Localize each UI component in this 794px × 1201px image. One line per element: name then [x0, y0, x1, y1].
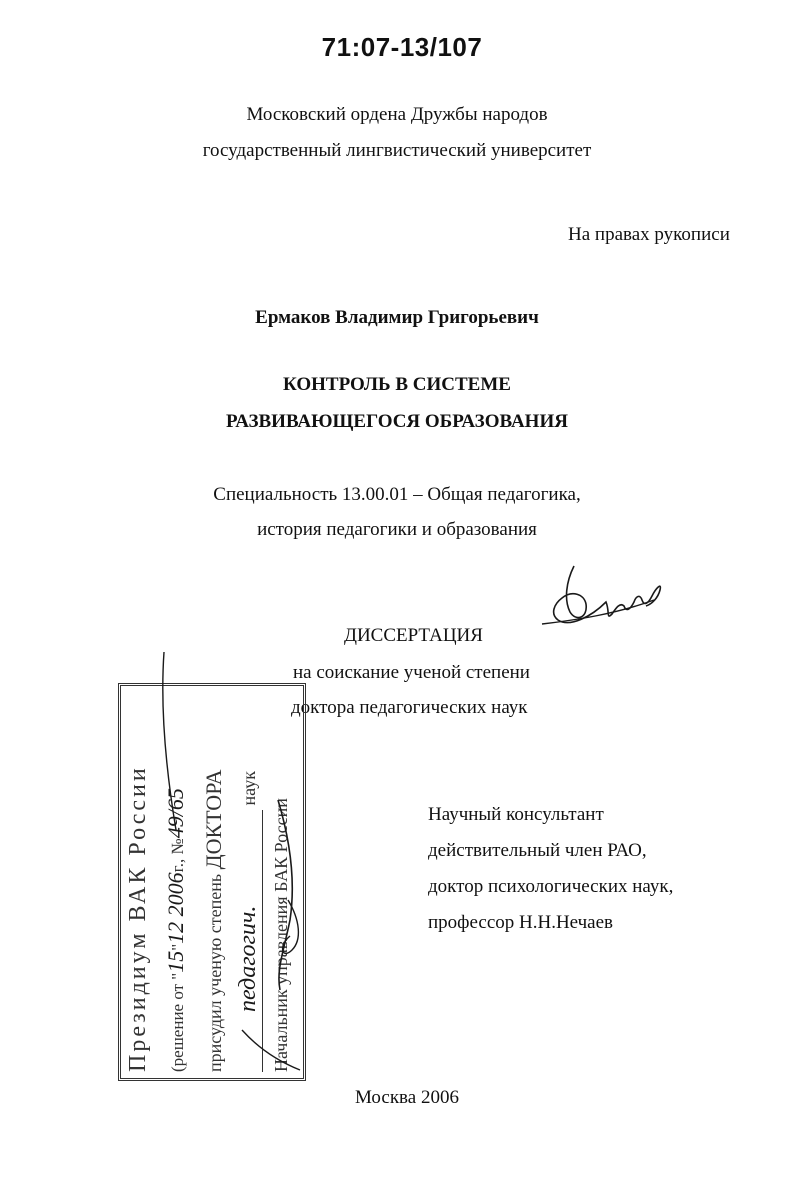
author-name: Ермаков Владимир Григорьевич [255, 307, 539, 328]
specialty-line-1: Специальность 13.00.01 – Общая педагогика, [213, 484, 581, 505]
stamp-degree: ДОКТОРА [201, 769, 226, 870]
stamp-line-5: Начальник управления БАК России [271, 798, 291, 1072]
degree-line-2: доктора педагогических наук [291, 697, 528, 718]
stamp-science-suffix: наук [239, 771, 259, 806]
title-line-2: РАЗВИВАЮЩЕГОСЯ ОБРАЗОВАНИЯ [226, 411, 568, 432]
title-line-1: КОНТРОЛЬ В СИСТЕМЕ [283, 374, 511, 395]
consultant-line-3: доктор психологических наук, [428, 876, 674, 897]
consultant-line-2: действительный член РАО, [428, 840, 647, 861]
city-year: Москва 2006 [355, 1087, 459, 1108]
stamp-decision-suffix: г., № [168, 838, 187, 873]
consultant-line-1: Научный консультант [428, 804, 604, 825]
rights-note: На правах рукописи [568, 224, 730, 245]
specialty-line-2: история педагогики и образования [257, 519, 537, 540]
stamp-decision-day: 15 [163, 950, 188, 973]
stamp-decision-mid: " [168, 943, 187, 951]
stamp-science-field: педагогич. [235, 810, 263, 1072]
degree-line-1: на соискание ученой степени [293, 662, 530, 683]
signature [536, 560, 666, 632]
stamp-decision-prefix: (решение от " [168, 972, 187, 1072]
document-type: ДИССЕРТАЦИЯ [344, 625, 483, 646]
stamp-decision-month-year: 12 2006 [163, 872, 188, 944]
consultant-line-4: профессор Н.Н.Нечаев [428, 912, 614, 933]
stamp-decision-number: 49/65 [163, 788, 188, 839]
catalog-number: 71:07-13/107 [321, 32, 483, 62]
stamp-line-1: Президиум ВАК России [125, 765, 151, 1072]
institution-line-2: государственный лингвистический университет [202, 140, 592, 161]
stamp-awarded-prefix: присудил ученую степень [205, 873, 225, 1072]
institution-line-1: Московский ордена Дружбы народов [246, 104, 548, 125]
stamp-handwriting [150, 650, 320, 1080]
